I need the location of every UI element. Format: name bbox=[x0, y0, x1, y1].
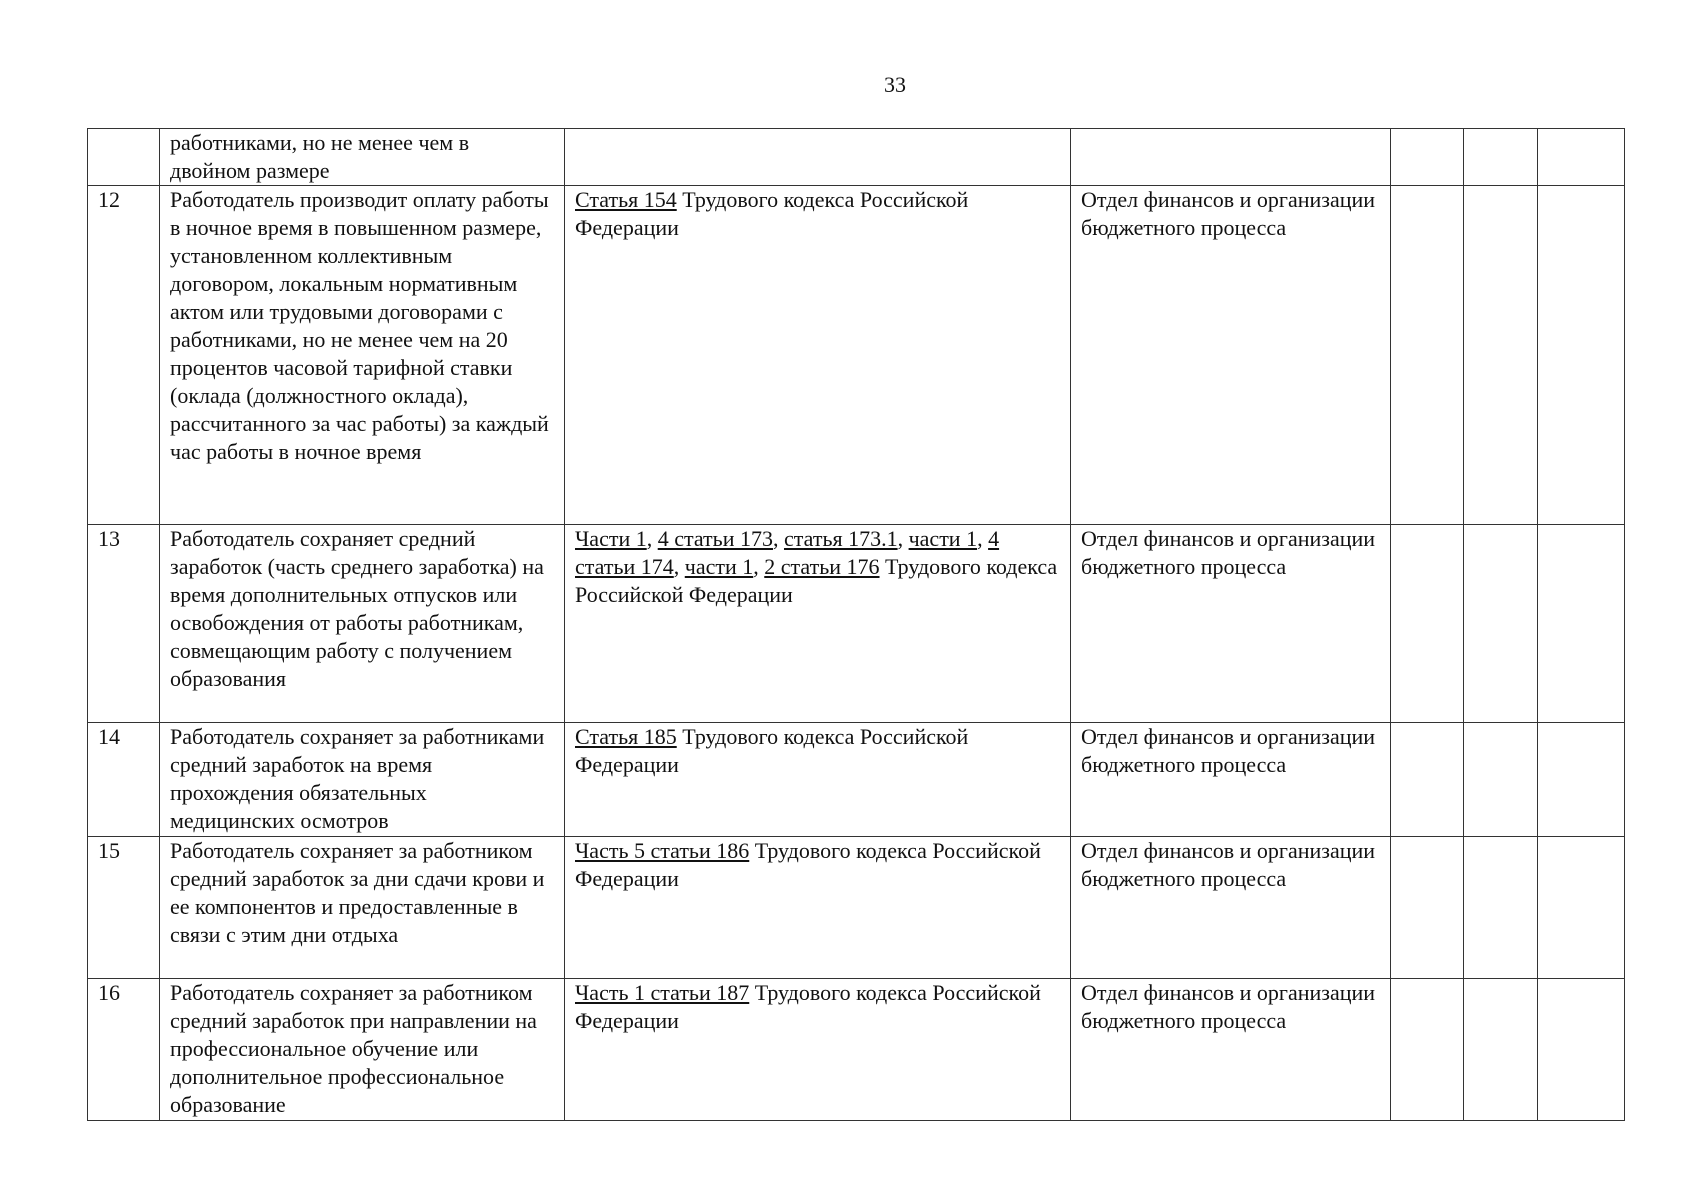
legal-basis-cell bbox=[565, 525, 1071, 723]
empty-cell bbox=[1464, 979, 1538, 1121]
responsible-unit-cell: Отдел финансов и организации бюджетного процесса bbox=[1071, 837, 1391, 979]
responsible-unit-cell: Отдел финансов и организации бюджетного процесса bbox=[1071, 525, 1391, 723]
legal-basis-text: , bbox=[753, 554, 765, 579]
row-number: 15 bbox=[88, 837, 160, 979]
row-number: 16 bbox=[88, 979, 160, 1121]
legal-basis-text: Трудового кодекса Российской Федерации bbox=[575, 724, 969, 777]
empty-cell bbox=[1538, 837, 1625, 979]
empty-cell bbox=[1391, 129, 1464, 186]
legal-reference-link[interactable]: Часть 5 статьи 186 bbox=[575, 838, 750, 863]
legal-reference-link[interactable]: части 1 bbox=[908, 526, 978, 551]
responsible-unit-cell: Отдел финансов и организации бюджетного процесса bbox=[1071, 186, 1391, 525]
compliance-table bbox=[87, 128, 1625, 1121]
legal-basis-text: Трудового кодекса Российской Федерации bbox=[575, 838, 1041, 891]
legal-basis-text: , bbox=[673, 554, 685, 579]
requirement-cell: Работодатель сохраняет за работниками средний заработок на время прохождения обязательных медицинских осмотров bbox=[160, 723, 565, 837]
empty-cell bbox=[1391, 186, 1464, 525]
empty-cell bbox=[1464, 723, 1538, 837]
row-number: 12 bbox=[88, 186, 160, 525]
legal-basis-text: Трудового кодекса Российской Федерации bbox=[575, 554, 1058, 607]
empty-cell bbox=[1464, 186, 1538, 525]
empty-cell bbox=[1464, 837, 1538, 979]
empty-cell bbox=[1464, 525, 1538, 723]
table-body bbox=[88, 129, 1625, 1121]
table-row bbox=[88, 979, 1625, 1121]
empty-cell bbox=[1538, 186, 1625, 525]
table-row bbox=[88, 186, 1625, 525]
legal-reference-link[interactable]: 2 статьи 176 bbox=[764, 554, 880, 579]
requirement-cell: Работодатель сохраняет за работником средний заработок за дни сдачи крови и ее компонентов и предоставленные в связи с этим дни отдыха bbox=[160, 837, 565, 979]
legal-basis-text: , bbox=[897, 526, 909, 551]
table-row bbox=[88, 129, 1625, 186]
row-number: 13 bbox=[88, 525, 160, 723]
empty-cell bbox=[1538, 129, 1625, 186]
table-row bbox=[88, 837, 1625, 979]
legal-reference-link[interactable]: Статья 185 bbox=[575, 724, 677, 749]
empty-cell bbox=[1538, 525, 1625, 723]
legal-basis-text: Трудового кодекса Российской Федерации bbox=[575, 187, 969, 240]
legal-basis-text: , bbox=[977, 526, 989, 551]
requirement-cell: работниками, но не менее чем в двойном размере bbox=[160, 129, 565, 186]
legal-basis-text: Трудового кодекса Российской Федерации bbox=[575, 980, 1041, 1033]
requirement-cell: Работодатель сохраняет за работником средний заработок при направлении на профессиональное обучение или дополнительное профессиональное образование bbox=[160, 979, 565, 1121]
row-number bbox=[88, 129, 160, 186]
table-row bbox=[88, 723, 1625, 837]
legal-basis-cell bbox=[565, 129, 1071, 186]
table-row bbox=[88, 525, 1625, 723]
legal-reference-link[interactable]: Часть 1 статьи 187 bbox=[575, 980, 750, 1005]
page-number: 33 bbox=[884, 72, 906, 97]
empty-cell bbox=[1391, 525, 1464, 723]
empty-cell bbox=[1538, 723, 1625, 837]
legal-basis-cell bbox=[565, 723, 1071, 837]
legal-reference-link[interactable]: Статья 154 bbox=[575, 187, 677, 212]
legal-basis-text: , bbox=[772, 526, 784, 551]
legal-reference-link[interactable]: части 1 bbox=[684, 554, 754, 579]
legal-reference-link[interactable]: статья 173.1 bbox=[783, 526, 898, 551]
legal-basis-cell bbox=[565, 837, 1071, 979]
responsible-unit-cell bbox=[1071, 129, 1391, 186]
empty-cell bbox=[1391, 723, 1464, 837]
legal-basis-text: , bbox=[646, 526, 658, 551]
legal-reference-link[interactable]: 4 статьи 174 bbox=[575, 526, 1000, 579]
legal-basis-cell bbox=[565, 186, 1071, 525]
empty-cell bbox=[1464, 129, 1538, 186]
responsible-unit-cell: Отдел финансов и организации бюджетного процесса bbox=[1071, 979, 1391, 1121]
empty-cell bbox=[1391, 979, 1464, 1121]
empty-cell bbox=[1538, 979, 1625, 1121]
empty-cell bbox=[1391, 837, 1464, 979]
legal-basis-cell bbox=[565, 979, 1071, 1121]
responsible-unit-cell: Отдел финансов и организации бюджетного процесса bbox=[1071, 723, 1391, 837]
legal-reference-link[interactable]: 4 статьи 173 bbox=[657, 526, 773, 551]
requirement-cell: Работодатель производит оплату работы в ночное время в повышенном размере, установленном коллективным договором, локальным нормативным актом или трудовыми договорами с работниками, но не менее чем на 20 процентов часовой тарифной ставки (оклада (должностного оклада), рассчитанного за час работы) за каждый час работы в ночное время bbox=[160, 186, 565, 525]
requirement-cell: Работодатель сохраняет средний заработок (часть среднего заработка) на время дополнительных отпусков или освобождения от работы работникам, совмещающим работу с получением образования bbox=[160, 525, 565, 723]
legal-reference-link[interactable]: Части 1 bbox=[575, 526, 647, 551]
row-number: 14 bbox=[88, 723, 160, 837]
